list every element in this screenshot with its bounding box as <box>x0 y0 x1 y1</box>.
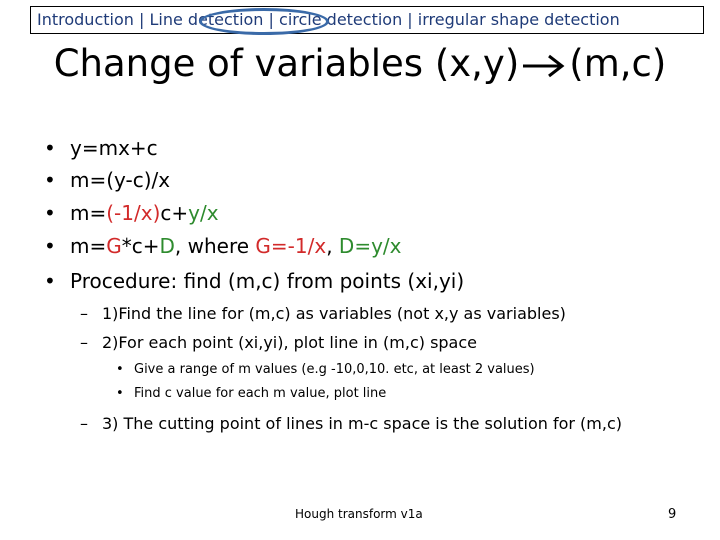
bullet-text: Procedure: find (m,c) from points (xi,yi) <box>70 269 465 293</box>
bullet-text: m=(y-c)/x <box>70 168 171 192</box>
bullet-marker: • <box>44 201 56 225</box>
sub-bullet-text: 3) The cutting point of lines in m-c space is the solution for (m,c) <box>102 414 622 433</box>
nav-irregular-shape-detection[interactable]: irregular shape detection <box>417 10 620 29</box>
text-segment: , <box>326 234 339 258</box>
title-before: Change of variables (x,y) <box>53 42 520 85</box>
current-section-highlight-ring <box>199 8 329 35</box>
right-arrow-icon <box>521 53 567 79</box>
green-term: D <box>159 234 175 258</box>
sub-sub-bullet-text: Give a range of m values (e.g -10,0,10. etc, at least 2 values) <box>134 362 535 377</box>
sub-sub-bullet-marker: • <box>116 386 124 401</box>
nav-separator: | <box>263 10 280 29</box>
sub-bullet-marker: – <box>80 333 88 352</box>
sub-sub-bullet-text: Find c value for each m value, plot line <box>134 386 387 401</box>
text-segment: *c+ <box>121 234 160 258</box>
bullet-marker: • <box>44 234 56 258</box>
slide-number: 9 <box>668 507 677 522</box>
nav-circle-detection[interactable]: circle detection <box>279 10 403 29</box>
sub-bullet-marker: – <box>80 304 88 323</box>
red-term: G <box>106 234 122 258</box>
green-term: D=y/x <box>338 234 402 258</box>
nav-separator: | <box>402 10 418 29</box>
text-segment: m= <box>70 201 107 225</box>
text-segment: , where <box>174 234 256 258</box>
sub-sub-bullet-marker: • <box>116 362 124 377</box>
green-term: y/x <box>188 201 219 225</box>
title-after: (m,c) <box>569 42 667 85</box>
sub-bullet-text: 1)Find the line for (m,c) as variables (not x,y as variables) <box>102 304 566 323</box>
sub-bullet-text: 2)For each point (xi,yi), plot line in (m,c) space <box>102 333 477 352</box>
nav-line-detection[interactable]: Line detection <box>149 10 264 29</box>
bullet-marker: • <box>44 269 56 293</box>
text-segment: c+ <box>160 201 189 225</box>
slide-footer: Hough transform v1a <box>295 507 423 521</box>
red-term: (-1/x) <box>106 201 161 225</box>
nav-introduction[interactable]: Introduction <box>37 10 134 29</box>
nav-separator: | <box>133 10 150 29</box>
red-term: G=-1/x <box>255 234 327 258</box>
bullet-marker: • <box>44 136 56 160</box>
sub-bullet-marker: – <box>80 414 88 433</box>
slide-title <box>0 42 720 85</box>
bullet-text: y=mx+c <box>70 136 158 160</box>
breadcrumb-nav <box>30 6 704 34</box>
bullet-text <box>70 234 402 258</box>
bullet-text <box>70 201 219 225</box>
bullet-marker: • <box>44 168 56 192</box>
text-segment: m= <box>70 234 107 258</box>
